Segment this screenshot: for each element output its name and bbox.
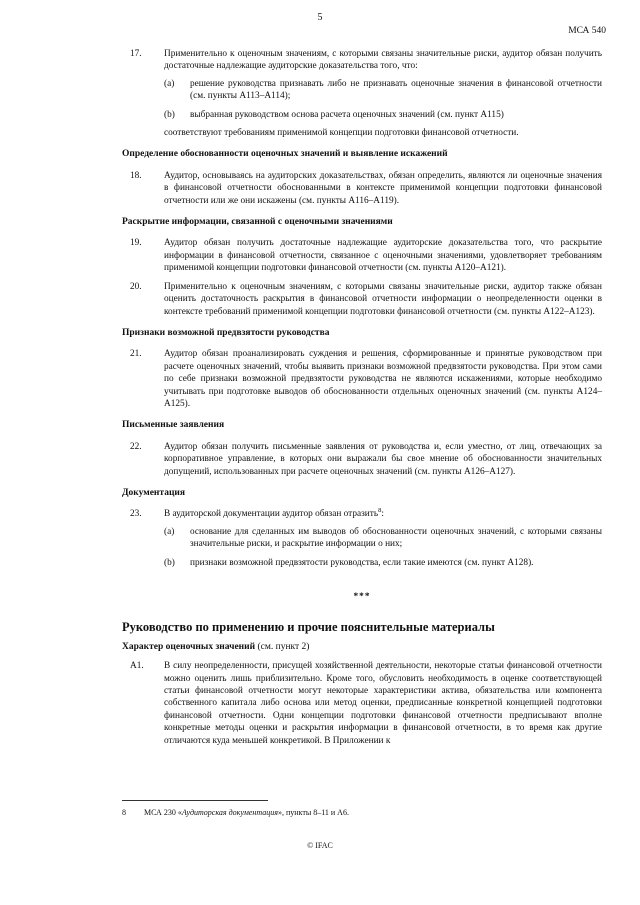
section-heading-determination: Определение обоснованности оценочных значений и выявление искажений (122, 149, 448, 160)
sub-item-a (164, 526, 602, 551)
paragraph-number: 22. (130, 441, 142, 452)
sub-item-b (164, 557, 602, 569)
paragraph-number: 21. (130, 349, 142, 360)
footnote-mark: 8 (122, 808, 126, 817)
standard-code: МСА 540 (568, 26, 606, 36)
section-heading-bias: Признаки возможной предвзятости руководства (122, 327, 330, 338)
page-number: 5 (317, 12, 323, 23)
paragraph-text: Аудитор, основываясь на аудиторских доказательствах, обязан определить, являются ли оценочные значения в финансовой отчетности обоснованными в контексте применимой концепции подготовки финансовой отчетности или же они искажены (см. пункты A116–A119). (164, 170, 602, 206)
sub-item-text: решение руководства признавать либо не признавать оценочные значения в финансовой отчетности (см. пункты A113–A114); (190, 78, 602, 102)
paragraph-22 (122, 441, 602, 478)
sub-item-letter: (b) (164, 109, 175, 120)
paragraph-text: Применительно к оценочным значениям, с которыми связаны значительные риски, аудитор также обязан оценить достаточность раскрытия в финансовой отчетности информации о неопределенности оценки в контексте требований применимой концепции подготовки финансовой отчетности (см. пункты A122–A123). (164, 281, 602, 317)
page-content (122, 48, 602, 753)
footnote-text: МСА 230 «Аудиторская документация», пункты 8–11 и A6. (144, 808, 349, 817)
footnote-reference[interactable]: 8 (378, 507, 382, 515)
section-heading-written-representations: Письменные заявления (122, 420, 225, 431)
sub-item-text: выбранная руководством основа расчета оценочных значений (см. пункт A115) (190, 109, 504, 120)
paragraph-text: Аудитор обязан получить достаточные надлежащие аудиторские доказательства того, что раскрытие информации в финансовой отчетности, связанное с оценочными значениями, удовлетворяет требованиям применимой концепции подготовки финансовой отчетности (см. пункты A120–A121). (164, 238, 602, 274)
paragraph-number: 17. (130, 49, 142, 59)
paragraph-text: Аудитор обязан получить письменные заявления от руководства и, если уместно, от лиц, отвечающих за корпоративное управление, в которых они выражали бы свое мнение об обоснованности значительных допущений, использованных при расчете оценочных значений (см. пункты A126–A127). (164, 441, 602, 477)
paragraph-text: В силу неопределенности, присущей хозяйственной деятельности, некоторые статьи финансовой отчетности можно оценить лишь приблизительно. Кроме того, обусловить необходимость в оценке соответствующей статьи финансовой отчетности могут некоторые характеристики актива, обязательства или компонента собственного капитала либо основа или метод оценки, предписанные конкретной концепцией подготовки финансовой отчетности. Одни концепции подготовки финансовой отчетности предписывают вполне конкретные методы оценки и раскрытия информации в финансовой отчетности, в то время как другие отличаются куда меньшей конкретикой. В Приложении к (164, 661, 602, 746)
paragraph-continuation: соответствуют требованиям применимой концепции подготовки финансовой отчетности. (164, 128, 519, 139)
footnote-title: Аудиторская документация (181, 808, 278, 817)
sub-item-text: признаки возможной предвзятости руководства, если такие имеются (см. пункт A128). (190, 557, 534, 568)
subsection-heading-nature: Характер оценочных значений (см. пункт 2) (122, 641, 310, 652)
section-heading-documentation: Документация (122, 487, 186, 498)
sub-item-text: основание для сделанных им выводов об обоснованности оценочных значений, с которыми связаны значительные риски, и раскрытие информации о них; (190, 526, 602, 550)
paragraph-number: 20. (130, 281, 142, 292)
footnote (122, 808, 602, 817)
paragraph-text: В аудиторской документации аудитор обязан отразить$^8$: (164, 507, 384, 520)
sub-item-b (164, 109, 602, 121)
sub-item-letter: (a) (164, 78, 175, 89)
sub-item-letter: (b) (164, 557, 175, 568)
paragraph-20 (122, 281, 602, 318)
section-heading-disclosure: Раскрытие информации, связанной с оценочными значениями (122, 217, 393, 228)
guidance-heading: Руководство по применению и прочие пояснительные материалы (122, 620, 495, 635)
paragraph-number: 23. (130, 509, 142, 520)
paragraph-text: Применительно к оценочным значениям, с которыми связаны значительные риски, аудитор обязан получить достаточные надлежащие аудиторские доказательства того, что: (164, 49, 602, 72)
footnote-divider (122, 800, 268, 801)
sub-item-letter: (a) (164, 526, 175, 537)
paragraph-number: A1. (130, 661, 144, 672)
sub-item-a (164, 78, 602, 103)
paragraph-17 (122, 48, 602, 139)
paragraph-18 (122, 170, 602, 207)
paragraph-23 (122, 508, 602, 575)
paragraph-text: Аудитор обязан проанализировать суждения и решения, сформированные и принятые руководством при расчете оценочных значений, чтобы выявить признаки возможной предвзятости руководства. При этом сами по себе признаки возможной предвзятости руководства не являются искажениями, которые необходимо учитывать при подготовке выводов об обоснованности отдельных оценочных значений (см. пункты A124–A125). (164, 349, 602, 409)
paragraph-number: 19. (130, 238, 142, 249)
section-separator: *** (353, 592, 371, 602)
copyright-notice: © IFAC (307, 841, 333, 850)
paragraph-a1 (122, 660, 602, 747)
paragraph-number: 18. (130, 170, 142, 181)
paragraph-19 (122, 237, 602, 274)
paragraph-21 (122, 348, 602, 410)
